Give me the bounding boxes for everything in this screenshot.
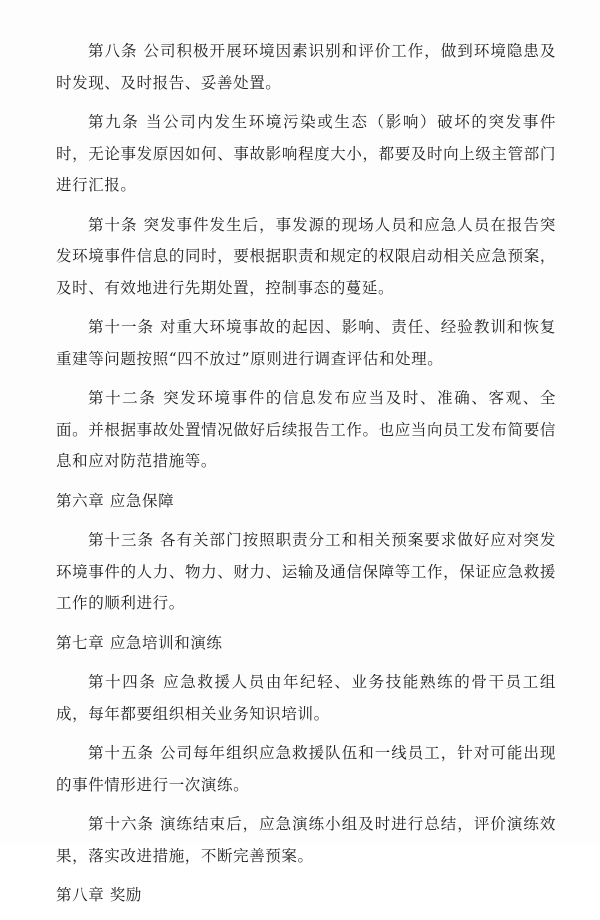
article-14: 第十四条 应急救援人员由年纪轻、业务技能熟练的骨干员工组成，每年都要组织相关业务知识培训。 xyxy=(56,673,556,723)
chapter-8-heading: 第八章 奖励 xyxy=(56,886,143,904)
article-15: 第十五条 公司每年组织应急救援队伍和一线员工，针对可能出现的事件情形进行一次演练。 xyxy=(56,744,556,794)
article-13: 第十三条 各有关部门按照职责分工和相关预案要求做好应对突发环境事件的人力、物力、财力、运输及通信保障等工作，保证应急救援工作的顺利进行。 xyxy=(56,531,556,612)
article-8: 第八条 公司积极开展环境因素识别和评价工作，做到环境隐患及时发现、及时报告、妥善处置。 xyxy=(56,42,556,92)
article-9: 第九条 当公司内发生环境污染或生态（影响）破坏的突发事件时，无论事发原因如何、事故影响程度大小，都要及时向上级主管部门进行汇报。 xyxy=(56,113,556,194)
article-12: 第十二条 突发环境事件的信息发布应当及时、准确、客观、全面。并根据事故处置情况做好后续报告工作。也应当向员工发布简要信息和应对防范措施等。 xyxy=(56,389,556,470)
article-11: 第十一条 对重大环境事故的起因、影响、责任、经验教训和恢复重建等问题按照“四不放过”原则进行调查评估和处理。 xyxy=(56,318,556,368)
article-16: 第十六条 演练结束后，应急演练小组及时进行总结，评价演练效果，落实改进措施，不断完善预案。 xyxy=(56,815,556,865)
chapter-7-heading: 第七章 应急培训和演练 xyxy=(56,633,223,652)
chapter-6-heading: 第六章 应急保障 xyxy=(56,491,175,510)
article-10: 第十条 突发事件发生后，事发源的现场人员和应急人员在报告突发环境事件信息的同时，要根据职责和规定的权限启动相关应急预案，及时、有效地进行先期处置，控制事态的蔓延。 xyxy=(56,215,556,297)
document-body xyxy=(56,36,556,920)
